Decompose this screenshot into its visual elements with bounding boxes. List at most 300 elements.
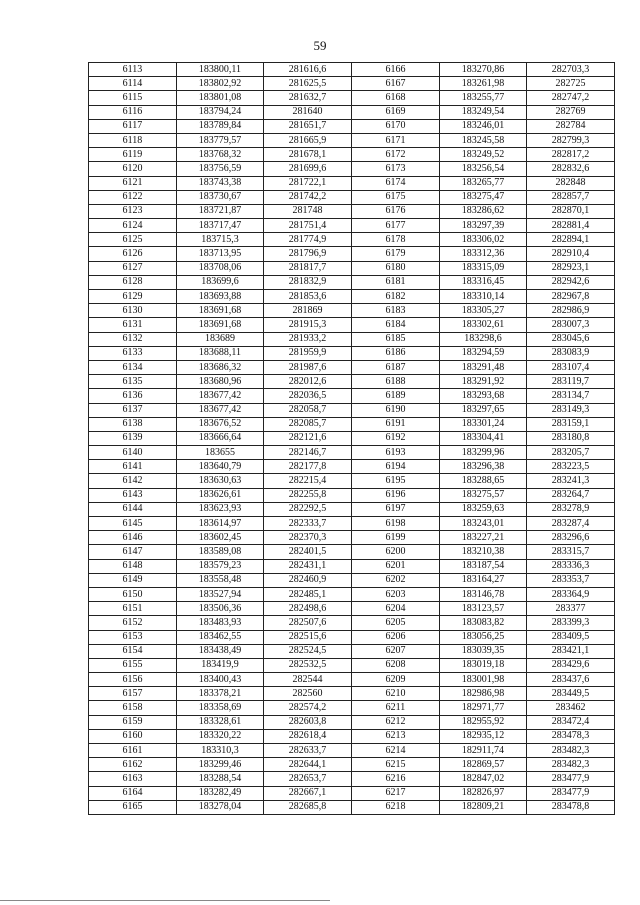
point-number-left: 6165 xyxy=(89,800,177,814)
x-coordinate-left: 183789,84 xyxy=(177,119,264,133)
x-coordinate-right: 183001,98 xyxy=(440,673,527,687)
x-coordinate-left: 183689 xyxy=(177,332,264,346)
table-row xyxy=(89,488,615,502)
x-coordinate-left: 183483,93 xyxy=(177,616,264,630)
y-coordinate-right: 282910,4 xyxy=(527,247,615,261)
table-row xyxy=(89,403,615,417)
point-number-right: 6179 xyxy=(352,247,440,261)
y-coordinate-right: 283264,7 xyxy=(527,488,615,502)
y-coordinate-left: 281774,9 xyxy=(264,233,352,247)
y-coordinate-left: 282333,7 xyxy=(264,517,352,531)
y-coordinate-left: 282644,1 xyxy=(264,758,352,772)
point-number-right: 6196 xyxy=(352,488,440,502)
y-coordinate-right: 283287,4 xyxy=(527,517,615,531)
table-row xyxy=(89,77,615,91)
x-coordinate-left: 183715,3 xyxy=(177,233,264,247)
table-row xyxy=(89,346,615,360)
y-coordinate-left: 282667,1 xyxy=(264,786,352,800)
table-row xyxy=(89,800,615,814)
table-row xyxy=(89,644,615,658)
y-coordinate-left: 282485,1 xyxy=(264,587,352,601)
point-number-left: 6125 xyxy=(89,233,177,247)
table-row xyxy=(89,758,615,772)
point-number-right: 6208 xyxy=(352,658,440,672)
table-row xyxy=(89,105,615,119)
point-number-left: 6114 xyxy=(89,77,177,91)
y-coordinate-left: 281959,9 xyxy=(264,346,352,360)
point-number-right: 6174 xyxy=(352,176,440,190)
x-coordinate-right: 183288,65 xyxy=(440,474,527,488)
point-number-left: 6164 xyxy=(89,786,177,800)
point-number-right: 6198 xyxy=(352,517,440,531)
table-row xyxy=(89,602,615,616)
x-coordinate-left: 183708,06 xyxy=(177,261,264,275)
point-number-right: 6206 xyxy=(352,630,440,644)
y-coordinate-left: 281751,4 xyxy=(264,219,352,233)
y-coordinate-right: 283353,7 xyxy=(527,573,615,587)
table-row xyxy=(89,133,615,147)
point-number-left: 6123 xyxy=(89,204,177,218)
point-number-right: 6201 xyxy=(352,559,440,573)
y-coordinate-right: 283083,9 xyxy=(527,346,615,360)
y-coordinate-left: 281817,7 xyxy=(264,261,352,275)
x-coordinate-right: 183083,82 xyxy=(440,616,527,630)
point-number-left: 6158 xyxy=(89,701,177,715)
x-coordinate-right: 183246,01 xyxy=(440,119,527,133)
y-coordinate-right: 283336,3 xyxy=(527,559,615,573)
table-row xyxy=(89,630,615,644)
x-coordinate-right: 183019,18 xyxy=(440,658,527,672)
y-coordinate-right: 283477,9 xyxy=(527,786,615,800)
x-coordinate-left: 183299,46 xyxy=(177,758,264,772)
y-coordinate-right: 283449,5 xyxy=(527,687,615,701)
point-number-left: 6118 xyxy=(89,133,177,147)
point-number-right: 6192 xyxy=(352,431,440,445)
y-coordinate-left: 281853,6 xyxy=(264,290,352,304)
y-coordinate-left: 282507,6 xyxy=(264,616,352,630)
y-coordinate-left: 282215,4 xyxy=(264,474,352,488)
y-coordinate-right: 283134,7 xyxy=(527,389,615,403)
point-number-right: 6215 xyxy=(352,758,440,772)
point-number-right: 6203 xyxy=(352,587,440,601)
y-coordinate-left: 282012,6 xyxy=(264,375,352,389)
x-coordinate-right: 183291,48 xyxy=(440,360,527,374)
y-coordinate-right: 283429,6 xyxy=(527,658,615,672)
y-coordinate-right: 283315,7 xyxy=(527,545,615,559)
y-coordinate-right: 282848 xyxy=(527,176,615,190)
x-coordinate-right: 183299,96 xyxy=(440,446,527,460)
point-number-right: 6185 xyxy=(352,332,440,346)
y-coordinate-left: 281722,1 xyxy=(264,176,352,190)
point-number-left: 6134 xyxy=(89,360,177,374)
y-coordinate-right: 283462 xyxy=(527,701,615,715)
x-coordinate-right: 183164,27 xyxy=(440,573,527,587)
x-coordinate-right: 183310,14 xyxy=(440,290,527,304)
point-number-right: 6172 xyxy=(352,148,440,162)
table-row xyxy=(89,63,615,77)
x-coordinate-right: 183291,92 xyxy=(440,375,527,389)
y-coordinate-right: 283205,7 xyxy=(527,446,615,460)
y-coordinate-left: 281665,9 xyxy=(264,133,352,147)
y-coordinate-left: 282146,7 xyxy=(264,446,352,460)
x-coordinate-right: 183123,57 xyxy=(440,602,527,616)
x-coordinate-right: 182935,12 xyxy=(440,729,527,743)
x-coordinate-right: 182847,02 xyxy=(440,772,527,786)
x-coordinate-right: 183302,61 xyxy=(440,318,527,332)
x-coordinate-left: 183358,69 xyxy=(177,701,264,715)
point-number-left: 6119 xyxy=(89,148,177,162)
table-row xyxy=(89,148,615,162)
point-number-left: 6143 xyxy=(89,488,177,502)
point-number-left: 6115 xyxy=(89,91,177,105)
x-coordinate-left: 183768,32 xyxy=(177,148,264,162)
y-coordinate-right: 283223,5 xyxy=(527,460,615,474)
table-row xyxy=(89,786,615,800)
x-coordinate-right: 183146,78 xyxy=(440,587,527,601)
y-coordinate-left: 282618,4 xyxy=(264,729,352,743)
point-number-right: 6188 xyxy=(352,375,440,389)
table-row xyxy=(89,119,615,133)
point-number-left: 6117 xyxy=(89,119,177,133)
point-number-right: 6171 xyxy=(352,133,440,147)
x-coordinate-right: 183243,01 xyxy=(440,517,527,531)
table-row xyxy=(89,474,615,488)
y-coordinate-left: 282085,7 xyxy=(264,417,352,431)
x-coordinate-right: 183187,54 xyxy=(440,559,527,573)
x-coordinate-left: 183691,68 xyxy=(177,304,264,318)
y-coordinate-right: 282967,8 xyxy=(527,290,615,304)
y-coordinate-left: 281915,3 xyxy=(264,318,352,332)
x-coordinate-left: 183282,49 xyxy=(177,786,264,800)
point-number-right: 6178 xyxy=(352,233,440,247)
coordinates-table-body xyxy=(89,63,615,815)
y-coordinate-right: 282769 xyxy=(527,105,615,119)
x-coordinate-left: 183691,68 xyxy=(177,318,264,332)
table-row xyxy=(89,687,615,701)
table-row xyxy=(89,772,615,786)
table-row xyxy=(89,304,615,318)
x-coordinate-right: 183249,54 xyxy=(440,105,527,119)
x-coordinate-right: 182826,97 xyxy=(440,786,527,800)
x-coordinate-right: 182869,57 xyxy=(440,758,527,772)
point-number-left: 6149 xyxy=(89,573,177,587)
table-row xyxy=(89,417,615,431)
point-number-left: 6153 xyxy=(89,630,177,644)
y-coordinate-left: 281832,9 xyxy=(264,275,352,289)
x-coordinate-left: 183688,11 xyxy=(177,346,264,360)
y-coordinate-right: 283007,3 xyxy=(527,318,615,332)
y-coordinate-left: 281632,7 xyxy=(264,91,352,105)
point-number-left: 6152 xyxy=(89,616,177,630)
x-coordinate-left: 183680,96 xyxy=(177,375,264,389)
x-coordinate-left: 183730,67 xyxy=(177,190,264,204)
table-row xyxy=(89,559,615,573)
table-row xyxy=(89,332,615,346)
point-number-left: 6154 xyxy=(89,644,177,658)
x-coordinate-left: 183677,42 xyxy=(177,403,264,417)
x-coordinate-right: 182809,21 xyxy=(440,800,527,814)
x-coordinate-right: 183296,38 xyxy=(440,460,527,474)
y-coordinate-right: 283296,6 xyxy=(527,531,615,545)
y-coordinate-left: 282460,9 xyxy=(264,573,352,587)
y-coordinate-right: 282986,9 xyxy=(527,304,615,318)
point-number-left: 6126 xyxy=(89,247,177,261)
y-coordinate-left: 282653,7 xyxy=(264,772,352,786)
y-coordinate-left: 282498,6 xyxy=(264,602,352,616)
table-row xyxy=(89,460,615,474)
point-number-right: 6197 xyxy=(352,502,440,516)
point-number-right: 6200 xyxy=(352,545,440,559)
y-coordinate-right: 283364,9 xyxy=(527,587,615,601)
x-coordinate-left: 183579,23 xyxy=(177,559,264,573)
x-coordinate-left: 183419,9 xyxy=(177,658,264,672)
y-coordinate-right: 283107,4 xyxy=(527,360,615,374)
table-row xyxy=(89,91,615,105)
y-coordinate-right: 283149,3 xyxy=(527,403,615,417)
point-number-right: 6186 xyxy=(352,346,440,360)
y-coordinate-right: 283241,3 xyxy=(527,474,615,488)
y-coordinate-left: 282524,5 xyxy=(264,644,352,658)
x-coordinate-right: 183297,65 xyxy=(440,403,527,417)
x-coordinate-right: 183316,45 xyxy=(440,275,527,289)
y-coordinate-right: 282784 xyxy=(527,119,615,133)
point-number-left: 6138 xyxy=(89,417,177,431)
x-coordinate-right: 183301,24 xyxy=(440,417,527,431)
y-coordinate-right: 283421,1 xyxy=(527,644,615,658)
point-number-right: 6180 xyxy=(352,261,440,275)
y-coordinate-right: 282881,4 xyxy=(527,219,615,233)
point-number-left: 6146 xyxy=(89,531,177,545)
y-coordinate-left: 282292,5 xyxy=(264,502,352,516)
point-number-right: 6204 xyxy=(352,602,440,616)
point-number-left: 6131 xyxy=(89,318,177,332)
point-number-left: 6140 xyxy=(89,446,177,460)
point-number-left: 6133 xyxy=(89,346,177,360)
y-coordinate-right: 283159,1 xyxy=(527,417,615,431)
x-coordinate-right: 183259,63 xyxy=(440,502,527,516)
x-coordinate-left: 183655 xyxy=(177,446,264,460)
x-coordinate-left: 183462,55 xyxy=(177,630,264,644)
x-coordinate-left: 183802,92 xyxy=(177,77,264,91)
y-coordinate-left: 281987,6 xyxy=(264,360,352,374)
y-coordinate-right: 282725 xyxy=(527,77,615,91)
point-number-right: 6169 xyxy=(352,105,440,119)
x-coordinate-left: 183623,93 xyxy=(177,502,264,516)
x-coordinate-right: 183056,25 xyxy=(440,630,527,644)
point-number-right: 6183 xyxy=(352,304,440,318)
point-number-right: 6168 xyxy=(352,91,440,105)
x-coordinate-left: 183676,52 xyxy=(177,417,264,431)
x-coordinate-right: 183286,62 xyxy=(440,204,527,218)
point-number-left: 6150 xyxy=(89,587,177,601)
x-coordinate-right: 183256,54 xyxy=(440,162,527,176)
x-coordinate-left: 183589,08 xyxy=(177,545,264,559)
point-number-right: 6202 xyxy=(352,573,440,587)
y-coordinate-right: 282799,3 xyxy=(527,133,615,147)
x-coordinate-right: 182955,92 xyxy=(440,715,527,729)
table-row xyxy=(89,247,615,261)
point-number-right: 6181 xyxy=(352,275,440,289)
x-coordinate-right: 183315,09 xyxy=(440,261,527,275)
x-coordinate-right: 183312,36 xyxy=(440,247,527,261)
point-number-right: 6210 xyxy=(352,687,440,701)
y-coordinate-left: 282685,8 xyxy=(264,800,352,814)
point-number-left: 6144 xyxy=(89,502,177,516)
point-number-right: 6176 xyxy=(352,204,440,218)
table-row xyxy=(89,290,615,304)
point-number-left: 6113 xyxy=(89,63,177,77)
point-number-left: 6135 xyxy=(89,375,177,389)
y-coordinate-left: 282401,5 xyxy=(264,545,352,559)
x-coordinate-left: 183320,22 xyxy=(177,729,264,743)
y-coordinate-right: 283377 xyxy=(527,602,615,616)
x-coordinate-right: 183275,47 xyxy=(440,190,527,204)
x-coordinate-right: 182971,77 xyxy=(440,701,527,715)
y-coordinate-left: 282370,3 xyxy=(264,531,352,545)
table-row xyxy=(89,531,615,545)
y-coordinate-right: 282832,6 xyxy=(527,162,615,176)
x-coordinate-right: 182986,98 xyxy=(440,687,527,701)
y-coordinate-right: 282747,2 xyxy=(527,91,615,105)
table-row xyxy=(89,389,615,403)
point-number-right: 6211 xyxy=(352,701,440,715)
table-row xyxy=(89,190,615,204)
x-coordinate-left: 183743,38 xyxy=(177,176,264,190)
y-coordinate-left: 281625,5 xyxy=(264,77,352,91)
page-number: 59 xyxy=(313,38,327,53)
x-coordinate-right: 183306,02 xyxy=(440,233,527,247)
x-coordinate-left: 183288,54 xyxy=(177,772,264,786)
point-number-left: 6130 xyxy=(89,304,177,318)
point-number-left: 6116 xyxy=(89,105,177,119)
coordinates-table xyxy=(88,62,615,815)
table-row xyxy=(89,176,615,190)
y-coordinate-right: 283119,7 xyxy=(527,375,615,389)
x-coordinate-right: 183265,77 xyxy=(440,176,527,190)
point-number-left: 6155 xyxy=(89,658,177,672)
table-row xyxy=(89,673,615,687)
point-number-right: 6195 xyxy=(352,474,440,488)
y-coordinate-right: 283180,8 xyxy=(527,431,615,445)
point-number-left: 6148 xyxy=(89,559,177,573)
x-coordinate-right: 183297,39 xyxy=(440,219,527,233)
point-number-left: 6159 xyxy=(89,715,177,729)
y-coordinate-left: 281869 xyxy=(264,304,352,318)
y-coordinate-right: 283478,8 xyxy=(527,800,615,814)
x-coordinate-right: 183305,27 xyxy=(440,304,527,318)
x-coordinate-left: 183640,79 xyxy=(177,460,264,474)
x-coordinate-left: 183506,36 xyxy=(177,602,264,616)
point-number-left: 6147 xyxy=(89,545,177,559)
y-coordinate-right: 283045,6 xyxy=(527,332,615,346)
y-coordinate-right: 283409,5 xyxy=(527,630,615,644)
y-coordinate-left: 282544 xyxy=(264,673,352,687)
y-coordinate-right: 283437,6 xyxy=(527,673,615,687)
table-row xyxy=(89,233,615,247)
y-coordinate-left: 281699,6 xyxy=(264,162,352,176)
y-coordinate-right: 283472,4 xyxy=(527,715,615,729)
y-coordinate-left: 281616,6 xyxy=(264,63,352,77)
x-coordinate-left: 183800,11 xyxy=(177,63,264,77)
table-row xyxy=(89,162,615,176)
point-number-right: 6207 xyxy=(352,644,440,658)
point-number-right: 6205 xyxy=(352,616,440,630)
point-number-right: 6184 xyxy=(352,318,440,332)
y-coordinate-left: 281640 xyxy=(264,105,352,119)
point-number-right: 6193 xyxy=(352,446,440,460)
table-row xyxy=(89,502,615,516)
point-number-right: 6190 xyxy=(352,403,440,417)
table-row xyxy=(89,744,615,758)
x-coordinate-right: 182911,74 xyxy=(440,744,527,758)
y-coordinate-right: 282894,1 xyxy=(527,233,615,247)
x-coordinate-right: 183249,52 xyxy=(440,148,527,162)
table-row xyxy=(89,375,615,389)
point-number-right: 6175 xyxy=(352,190,440,204)
x-coordinate-left: 183626,61 xyxy=(177,488,264,502)
point-number-right: 6182 xyxy=(352,290,440,304)
table-row xyxy=(89,587,615,601)
point-number-left: 6163 xyxy=(89,772,177,786)
x-coordinate-left: 183328,61 xyxy=(177,715,264,729)
point-number-left: 6124 xyxy=(89,219,177,233)
point-number-left: 6141 xyxy=(89,460,177,474)
y-coordinate-left: 281742,2 xyxy=(264,190,352,204)
point-number-right: 6191 xyxy=(352,417,440,431)
y-coordinate-left: 282633,7 xyxy=(264,744,352,758)
x-coordinate-right: 183275,57 xyxy=(440,488,527,502)
y-coordinate-right: 283477,9 xyxy=(527,772,615,786)
table-row xyxy=(89,275,615,289)
x-coordinate-left: 183794,24 xyxy=(177,105,264,119)
y-coordinate-right: 283278,9 xyxy=(527,502,615,516)
point-number-right: 6166 xyxy=(352,63,440,77)
x-coordinate-left: 183721,87 xyxy=(177,204,264,218)
y-coordinate-right: 282817,2 xyxy=(527,148,615,162)
point-number-left: 6160 xyxy=(89,729,177,743)
x-coordinate-right: 183298,6 xyxy=(440,332,527,346)
x-coordinate-left: 183779,57 xyxy=(177,133,264,147)
x-coordinate-left: 183693,88 xyxy=(177,290,264,304)
x-coordinate-left: 183400,43 xyxy=(177,673,264,687)
y-coordinate-left: 281678,1 xyxy=(264,148,352,162)
table-row xyxy=(89,204,615,218)
point-number-left: 6132 xyxy=(89,332,177,346)
point-number-left: 6151 xyxy=(89,602,177,616)
y-coordinate-left: 281796,9 xyxy=(264,247,352,261)
x-coordinate-left: 183756,59 xyxy=(177,162,264,176)
y-coordinate-left: 282058,7 xyxy=(264,403,352,417)
x-coordinate-right: 183255,77 xyxy=(440,91,527,105)
x-coordinate-left: 183527,94 xyxy=(177,587,264,601)
point-number-right: 6177 xyxy=(352,219,440,233)
point-number-left: 6121 xyxy=(89,176,177,190)
x-coordinate-left: 183801,08 xyxy=(177,91,264,105)
y-coordinate-right: 283399,3 xyxy=(527,616,615,630)
x-coordinate-right: 183210,38 xyxy=(440,545,527,559)
x-coordinate-right: 183039,35 xyxy=(440,644,527,658)
x-coordinate-left: 183278,04 xyxy=(177,800,264,814)
y-coordinate-left: 282603,8 xyxy=(264,715,352,729)
y-coordinate-right: 282857,7 xyxy=(527,190,615,204)
x-coordinate-left: 183602,45 xyxy=(177,531,264,545)
point-number-left: 6122 xyxy=(89,190,177,204)
table-row xyxy=(89,715,615,729)
x-coordinate-left: 183686,32 xyxy=(177,360,264,374)
y-coordinate-right: 282942,6 xyxy=(527,275,615,289)
x-coordinate-right: 183245,58 xyxy=(440,133,527,147)
x-coordinate-left: 183378,21 xyxy=(177,687,264,701)
